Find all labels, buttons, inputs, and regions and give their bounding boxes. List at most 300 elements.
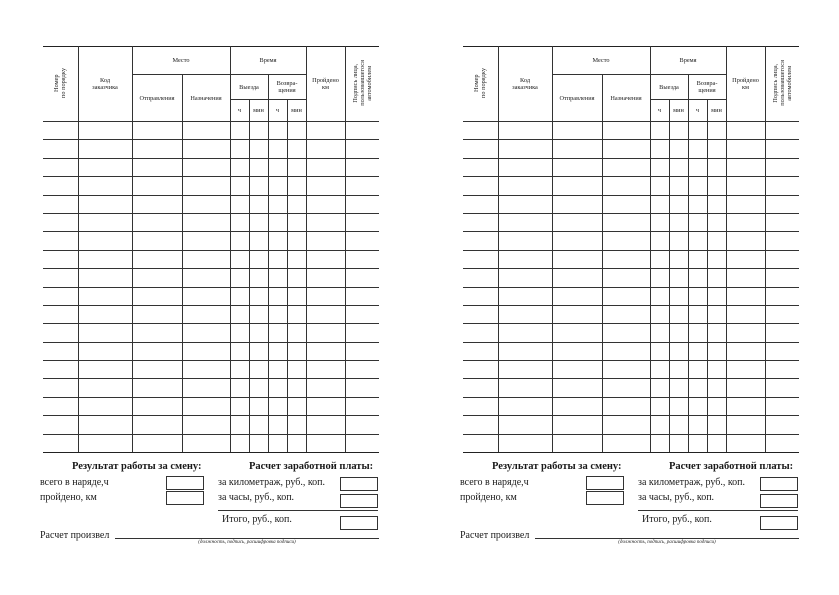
table-cell[interactable] [707, 324, 726, 342]
table-cell[interactable] [249, 379, 268, 397]
table-cell[interactable] [306, 232, 345, 250]
table-cell[interactable] [249, 250, 268, 268]
table-cell[interactable] [688, 416, 707, 434]
table-cell[interactable] [765, 434, 799, 452]
table-cell[interactable] [43, 195, 78, 213]
table-cell[interactable] [688, 397, 707, 415]
table-cell[interactable] [230, 177, 249, 195]
table-cell[interactable] [669, 232, 688, 250]
table-cell[interactable] [726, 361, 765, 379]
table-cell[interactable] [78, 342, 132, 360]
table-cell[interactable] [132, 250, 182, 268]
table-cell[interactable] [463, 324, 498, 342]
table-cell[interactable] [688, 250, 707, 268]
table-cell[interactable] [552, 122, 602, 140]
table-cell[interactable] [552, 379, 602, 397]
table-cell[interactable] [306, 397, 345, 415]
table-cell[interactable] [43, 158, 78, 176]
table-cell[interactable] [249, 397, 268, 415]
table-cell[interactable] [306, 269, 345, 287]
table-cell[interactable] [669, 434, 688, 452]
table-cell[interactable] [230, 434, 249, 452]
table-cell[interactable] [182, 250, 230, 268]
table-cell[interactable] [688, 361, 707, 379]
table-cell[interactable] [268, 434, 287, 452]
table-cell[interactable] [463, 379, 498, 397]
table-cell[interactable] [78, 287, 132, 305]
table-cell[interactable] [249, 416, 268, 434]
table-cell[interactable] [268, 195, 287, 213]
table-cell[interactable] [552, 287, 602, 305]
table-cell[interactable] [306, 287, 345, 305]
table-cell[interactable] [765, 361, 799, 379]
table-cell[interactable] [287, 140, 306, 158]
table-cell[interactable] [688, 434, 707, 452]
table-cell[interactable] [602, 177, 650, 195]
table-cell[interactable] [230, 122, 249, 140]
table-cell[interactable] [287, 122, 306, 140]
table-cell[interactable] [230, 250, 249, 268]
table-cell[interactable] [498, 305, 552, 323]
total-hours-field[interactable] [166, 476, 204, 490]
table-cell[interactable] [707, 342, 726, 360]
table-cell[interactable] [43, 177, 78, 195]
table-cell[interactable] [249, 232, 268, 250]
table-cell[interactable] [498, 158, 552, 176]
table-cell[interactable] [132, 232, 182, 250]
table-cell[interactable] [498, 195, 552, 213]
table-cell[interactable] [268, 305, 287, 323]
table-cell[interactable] [132, 342, 182, 360]
table-cell[interactable] [306, 177, 345, 195]
table-cell[interactable] [669, 305, 688, 323]
table-cell[interactable] [463, 122, 498, 140]
table-cell[interactable] [345, 342, 379, 360]
table-cell[interactable] [552, 140, 602, 158]
distance-field[interactable] [166, 491, 204, 505]
table-cell[interactable] [650, 158, 669, 176]
table-cell[interactable] [268, 397, 287, 415]
table-cell[interactable] [552, 361, 602, 379]
table-cell[interactable] [182, 269, 230, 287]
table-cell[interactable] [602, 122, 650, 140]
table-cell[interactable] [287, 379, 306, 397]
table-cell[interactable] [669, 287, 688, 305]
table-cell[interactable] [345, 397, 379, 415]
table-cell[interactable] [688, 269, 707, 287]
table-cell[interactable] [602, 305, 650, 323]
mileage-pay-field[interactable] [340, 477, 378, 491]
table-cell[interactable] [669, 379, 688, 397]
table-cell[interactable] [650, 213, 669, 231]
table-cell[interactable] [650, 379, 669, 397]
table-cell[interactable] [765, 122, 799, 140]
table-cell[interactable] [463, 140, 498, 158]
table-cell[interactable] [707, 250, 726, 268]
table-cell[interactable] [552, 416, 602, 434]
table-cell[interactable] [345, 177, 379, 195]
table-cell[interactable] [726, 250, 765, 268]
table-cell[interactable] [650, 324, 669, 342]
table-cell[interactable] [306, 434, 345, 452]
table-cell[interactable] [43, 232, 78, 250]
table-cell[interactable] [182, 195, 230, 213]
table-cell[interactable] [345, 324, 379, 342]
table-cell[interactable] [268, 177, 287, 195]
table-cell[interactable] [306, 416, 345, 434]
table-cell[interactable] [345, 232, 379, 250]
table-cell[interactable] [498, 269, 552, 287]
table-cell[interactable] [602, 213, 650, 231]
table-cell[interactable] [602, 434, 650, 452]
table-cell[interactable] [669, 269, 688, 287]
table-cell[interactable] [182, 379, 230, 397]
table-cell[interactable] [287, 195, 306, 213]
table-cell[interactable] [602, 324, 650, 342]
table-cell[interactable] [78, 416, 132, 434]
table-cell[interactable] [726, 324, 765, 342]
table-cell[interactable] [669, 177, 688, 195]
table-cell[interactable] [268, 379, 287, 397]
table-cell[interactable] [249, 361, 268, 379]
table-cell[interactable] [707, 195, 726, 213]
table-cell[interactable] [230, 287, 249, 305]
table-cell[interactable] [602, 250, 650, 268]
table-cell[interactable] [230, 324, 249, 342]
table-cell[interactable] [249, 342, 268, 360]
table-cell[interactable] [78, 361, 132, 379]
table-cell[interactable] [230, 397, 249, 415]
table-cell[interactable] [306, 342, 345, 360]
table-cell[interactable] [498, 250, 552, 268]
table-cell[interactable] [765, 177, 799, 195]
table-cell[interactable] [688, 177, 707, 195]
table-cell[interactable] [78, 195, 132, 213]
table-cell[interactable] [726, 287, 765, 305]
table-cell[interactable] [345, 140, 379, 158]
table-cell[interactable] [345, 269, 379, 287]
table-cell[interactable] [552, 232, 602, 250]
table-cell[interactable] [43, 361, 78, 379]
table-cell[interactable] [602, 269, 650, 287]
table-cell[interactable] [287, 434, 306, 452]
mileage-pay-field[interactable] [760, 477, 798, 491]
table-cell[interactable] [287, 342, 306, 360]
table-cell[interactable] [765, 140, 799, 158]
hours-pay-field[interactable] [340, 494, 378, 508]
table-cell[interactable] [182, 305, 230, 323]
table-cell[interactable] [602, 158, 650, 176]
table-cell[interactable] [249, 177, 268, 195]
table-cell[interactable] [552, 158, 602, 176]
table-cell[interactable] [43, 397, 78, 415]
table-cell[interactable] [463, 305, 498, 323]
table-cell[interactable] [552, 324, 602, 342]
table-cell[interactable] [669, 122, 688, 140]
table-cell[interactable] [688, 342, 707, 360]
table-cell[interactable] [268, 158, 287, 176]
table-cell[interactable] [43, 342, 78, 360]
table-cell[interactable] [552, 342, 602, 360]
table-cell[interactable] [669, 213, 688, 231]
table-cell[interactable] [230, 195, 249, 213]
table-cell[interactable] [463, 213, 498, 231]
table-cell[interactable] [78, 250, 132, 268]
table-cell[interactable] [182, 213, 230, 231]
table-cell[interactable] [306, 195, 345, 213]
table-cell[interactable] [268, 287, 287, 305]
table-cell[interactable] [650, 195, 669, 213]
table-cell[interactable] [602, 232, 650, 250]
table-cell[interactable] [498, 324, 552, 342]
table-cell[interactable] [726, 434, 765, 452]
table-cell[interactable] [132, 195, 182, 213]
table-cell[interactable] [182, 287, 230, 305]
table-cell[interactable] [43, 250, 78, 268]
table-cell[interactable] [249, 305, 268, 323]
table-cell[interactable] [230, 140, 249, 158]
table-cell[interactable] [182, 140, 230, 158]
table-cell[interactable] [726, 122, 765, 140]
table-cell[interactable] [306, 158, 345, 176]
table-cell[interactable] [132, 305, 182, 323]
table-cell[interactable] [707, 397, 726, 415]
table-cell[interactable] [726, 195, 765, 213]
table-cell[interactable] [498, 361, 552, 379]
table-cell[interactable] [498, 342, 552, 360]
table-cell[interactable] [650, 416, 669, 434]
table-cell[interactable] [707, 177, 726, 195]
table-cell[interactable] [287, 287, 306, 305]
table-cell[interactable] [498, 213, 552, 231]
table-cell[interactable] [230, 158, 249, 176]
table-cell[interactable] [707, 305, 726, 323]
table-cell[interactable] [345, 287, 379, 305]
table-cell[interactable] [182, 122, 230, 140]
table-cell[interactable] [602, 287, 650, 305]
table-cell[interactable] [498, 416, 552, 434]
table-cell[interactable] [498, 397, 552, 415]
table-cell[interactable] [268, 416, 287, 434]
table-cell[interactable] [707, 379, 726, 397]
table-cell[interactable] [463, 195, 498, 213]
table-cell[interactable] [78, 232, 132, 250]
table-cell[interactable] [650, 122, 669, 140]
table-cell[interactable] [498, 434, 552, 452]
table-cell[interactable] [249, 158, 268, 176]
table-cell[interactable] [268, 232, 287, 250]
table-cell[interactable] [132, 269, 182, 287]
table-cell[interactable] [132, 213, 182, 231]
table-cell[interactable] [345, 250, 379, 268]
table-cell[interactable] [345, 305, 379, 323]
table-cell[interactable] [132, 416, 182, 434]
table-cell[interactable] [602, 140, 650, 158]
table-cell[interactable] [669, 361, 688, 379]
table-cell[interactable] [182, 232, 230, 250]
table-cell[interactable] [230, 232, 249, 250]
table-cell[interactable] [602, 416, 650, 434]
table-cell[interactable] [43, 269, 78, 287]
table-cell[interactable] [345, 416, 379, 434]
calc-by-signature-line[interactable] [535, 538, 799, 539]
table-cell[interactable] [287, 232, 306, 250]
table-cell[interactable] [726, 416, 765, 434]
table-cell[interactable] [669, 195, 688, 213]
table-cell[interactable] [43, 287, 78, 305]
table-cell[interactable] [43, 213, 78, 231]
table-cell[interactable] [650, 177, 669, 195]
table-cell[interactable] [132, 122, 182, 140]
table-cell[interactable] [650, 342, 669, 360]
table-cell[interactable] [132, 140, 182, 158]
table-cell[interactable] [230, 305, 249, 323]
table-cell[interactable] [345, 379, 379, 397]
table-cell[interactable] [650, 269, 669, 287]
table-cell[interactable] [132, 177, 182, 195]
table-cell[interactable] [463, 361, 498, 379]
table-cell[interactable] [688, 379, 707, 397]
table-cell[interactable] [306, 305, 345, 323]
table-cell[interactable] [707, 287, 726, 305]
calc-by-signature-line[interactable] [115, 538, 379, 539]
table-cell[interactable] [765, 416, 799, 434]
table-cell[interactable] [463, 269, 498, 287]
table-cell[interactable] [306, 122, 345, 140]
table-cell[interactable] [765, 269, 799, 287]
table-cell[interactable] [726, 177, 765, 195]
table-cell[interactable] [463, 434, 498, 452]
table-cell[interactable] [249, 324, 268, 342]
table-cell[interactable] [132, 287, 182, 305]
table-cell[interactable] [287, 250, 306, 268]
table-cell[interactable] [602, 397, 650, 415]
table-cell[interactable] [268, 213, 287, 231]
table-cell[interactable] [765, 397, 799, 415]
table-cell[interactable] [688, 213, 707, 231]
table-cell[interactable] [78, 140, 132, 158]
table-cell[interactable] [463, 416, 498, 434]
table-cell[interactable] [182, 324, 230, 342]
table-cell[interactable] [132, 379, 182, 397]
table-cell[interactable] [306, 213, 345, 231]
table-cell[interactable] [602, 379, 650, 397]
table-cell[interactable] [707, 269, 726, 287]
table-cell[interactable] [182, 397, 230, 415]
table-cell[interactable] [43, 140, 78, 158]
table-cell[interactable] [707, 140, 726, 158]
table-cell[interactable] [669, 342, 688, 360]
table-cell[interactable] [765, 305, 799, 323]
table-cell[interactable] [669, 416, 688, 434]
table-cell[interactable] [650, 287, 669, 305]
table-cell[interactable] [287, 177, 306, 195]
table-cell[interactable] [765, 342, 799, 360]
table-cell[interactable] [463, 158, 498, 176]
table-cell[interactable] [249, 213, 268, 231]
table-cell[interactable] [182, 416, 230, 434]
table-cell[interactable] [78, 213, 132, 231]
table-cell[interactable] [688, 287, 707, 305]
table-cell[interactable] [688, 324, 707, 342]
table-cell[interactable] [230, 416, 249, 434]
table-cell[interactable] [78, 434, 132, 452]
table-cell[interactable] [78, 158, 132, 176]
table-cell[interactable] [707, 122, 726, 140]
table-cell[interactable] [498, 140, 552, 158]
table-cell[interactable] [726, 232, 765, 250]
table-cell[interactable] [726, 213, 765, 231]
table-cell[interactable] [552, 305, 602, 323]
table-cell[interactable] [463, 232, 498, 250]
table-cell[interactable] [688, 122, 707, 140]
table-cell[interactable] [345, 434, 379, 452]
table-cell[interactable] [707, 361, 726, 379]
table-cell[interactable] [287, 305, 306, 323]
table-cell[interactable] [765, 213, 799, 231]
table-cell[interactable] [78, 324, 132, 342]
table-cell[interactable] [669, 140, 688, 158]
table-cell[interactable] [765, 287, 799, 305]
table-cell[interactable] [132, 397, 182, 415]
table-cell[interactable] [345, 213, 379, 231]
table-cell[interactable] [650, 397, 669, 415]
table-cell[interactable] [287, 269, 306, 287]
table-cell[interactable] [726, 140, 765, 158]
table-cell[interactable] [726, 397, 765, 415]
table-cell[interactable] [552, 434, 602, 452]
table-cell[interactable] [345, 122, 379, 140]
table-cell[interactable] [306, 379, 345, 397]
table-cell[interactable] [707, 213, 726, 231]
table-cell[interactable] [765, 158, 799, 176]
table-cell[interactable] [650, 361, 669, 379]
table-cell[interactable] [287, 416, 306, 434]
table-cell[interactable] [726, 305, 765, 323]
table-cell[interactable] [230, 342, 249, 360]
table-cell[interactable] [268, 324, 287, 342]
table-cell[interactable] [268, 361, 287, 379]
table-cell[interactable] [650, 434, 669, 452]
table-cell[interactable] [132, 158, 182, 176]
table-cell[interactable] [230, 361, 249, 379]
table-cell[interactable] [688, 140, 707, 158]
table-cell[interactable] [669, 158, 688, 176]
distance-field[interactable] [586, 491, 624, 505]
table-cell[interactable] [268, 269, 287, 287]
table-cell[interactable] [249, 122, 268, 140]
table-cell[interactable] [287, 324, 306, 342]
table-cell[interactable] [43, 434, 78, 452]
total-field[interactable] [760, 516, 798, 530]
table-cell[interactable] [463, 250, 498, 268]
table-cell[interactable] [132, 434, 182, 452]
table-cell[interactable] [78, 122, 132, 140]
table-cell[interactable] [650, 232, 669, 250]
table-cell[interactable] [268, 122, 287, 140]
table-cell[interactable] [306, 361, 345, 379]
table-cell[interactable] [726, 342, 765, 360]
table-cell[interactable] [669, 250, 688, 268]
table-cell[interactable] [463, 342, 498, 360]
table-cell[interactable] [182, 158, 230, 176]
table-cell[interactable] [43, 305, 78, 323]
table-cell[interactable] [498, 122, 552, 140]
table-cell[interactable] [498, 177, 552, 195]
table-cell[interactable] [688, 195, 707, 213]
table-cell[interactable] [182, 434, 230, 452]
table-cell[interactable] [268, 342, 287, 360]
